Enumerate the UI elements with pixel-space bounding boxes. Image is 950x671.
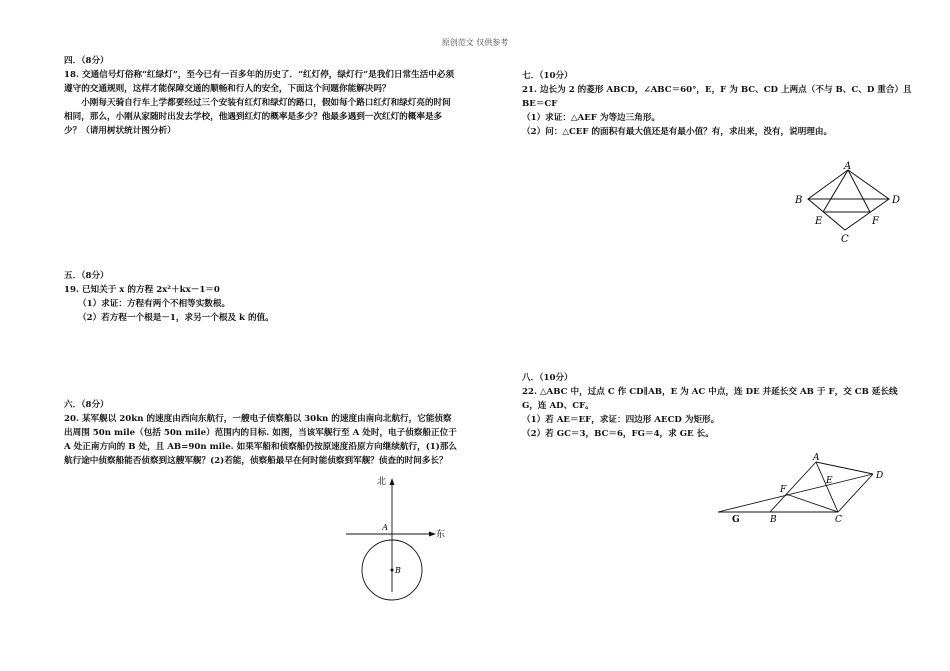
question-21-part-1: （1）求证：△AEF 为等边三角形。	[522, 113, 661, 123]
figure-21	[790, 158, 910, 246]
question-22-part-2: （2）若 GC＝3，BC＝6，FG＝4，求 GE 长。	[522, 429, 714, 439]
question-21-part-2: （2）问：△CEF 的面积有最大值还是有最小值？有，求出来，没有，说明理由。	[522, 127, 833, 137]
section-8-title: 八．（10分）	[522, 373, 573, 383]
question-19-part-2: （2）若方程一个根是－1，求另一个根及 k 的值。	[78, 313, 274, 323]
question-19-stem: 19. 已知关于 x 的方程 2x²＋kx－1＝0	[64, 285, 220, 295]
label-b: B	[795, 195, 803, 206]
question-19-part-1: （1）求证：方程有两个不相等实数根。	[78, 299, 231, 309]
figure-20	[340, 472, 450, 602]
segment-ae	[823, 170, 848, 212]
segment-ab	[770, 462, 816, 512]
label-c: C	[835, 515, 842, 525]
section-5-title: 五．（8分）	[64, 271, 109, 281]
figure-22	[708, 446, 918, 531]
label-b: B	[770, 515, 777, 525]
label-f: F	[872, 216, 879, 227]
label-e: E	[815, 216, 823, 227]
label-c: C	[841, 234, 849, 245]
label-b: B	[395, 566, 401, 575]
label-a: A	[382, 523, 388, 532]
label-f: F	[780, 485, 787, 495]
left-column-section-6	[64, 398, 458, 468]
question-18-body: 小刚每天骑自行车上学都要经过三个安装有红灯和绿灯的路口，假如每个路口红灯和绿灯亮的时间相同，那么，小刚从家随时出发去学校，他遇到红灯的概率是多少？他最多遇到一次红灯的概率是多少？（请用树状统计图分析）	[64, 98, 451, 136]
north-arrow-icon	[390, 478, 395, 485]
point-b-dot	[391, 569, 394, 572]
label-e: E	[826, 476, 833, 486]
right-column-section-8	[522, 371, 914, 441]
line-gd	[718, 474, 873, 512]
left-column	[64, 54, 458, 138]
left-column-section-5	[64, 269, 458, 325]
segment-af	[848, 170, 870, 212]
section-7-title: 七．（10分）	[522, 71, 573, 81]
section-6-title: 六．（8分）	[64, 400, 109, 410]
question-20-stem: 20. 某军舰以 20kn 的速度由西向东航行，一艘电子侦察船以 30kn 的速度由南向北航行，它能侦察出周围 50n mile（包括 50n mile）范围内的目标. 如图，当该军舰行至 A 处时，电子侦察船正位于 A 处正南方向的 B 处，且 AB=90n mile. 如果军船和侦察船仍按原速度沿原方向继续航行，(1)那么航行途中侦察船能否侦察到这艘军舰？(2)若能，侦察船最早在何时能侦察到军舰？侦查的时间多长？	[64, 414, 458, 466]
right-column-section-7	[522, 69, 914, 139]
label-d: D	[892, 195, 901, 206]
question-21-stem: 21. 边长为 2 的菱形 ABCD，∠ABC＝60°，E，F 为 BC、CD 上两点（不与 B、C、D 重合）且 BE＝CF	[522, 85, 912, 109]
question-18-stem: 18. 交通信号灯俗称“红绿灯”，至今已有一百多年的历史了．“红灯停，绿灯行”是我们日常生活中必须遵守的交通规则，这样才能保障交通的顺畅和行人的安全，下面这个问题你能解决吗？	[64, 70, 455, 94]
question-22-stem: 22. △ABC 中，过点 C 作 CD∥AB，E 为 AC 中点，连 DE 并延长交 AB 于 F，交 CB 延长线 G，连 AD、CF。	[522, 387, 898, 411]
segment-ad	[816, 462, 873, 474]
question-22-part-1: （1）若 AE＝EF，求证：四边形 AECD 为矩形。	[522, 415, 720, 425]
label-a: A	[813, 453, 820, 463]
label-north: 北	[376, 477, 386, 487]
label-east: 东	[436, 530, 446, 540]
segment-cf	[786, 494, 838, 512]
label-d: D	[876, 471, 884, 481]
section-4-title: 四．（8分）	[64, 56, 109, 66]
east-arrow-icon	[429, 532, 436, 537]
label-a: A	[844, 161, 852, 172]
page-header: 原创范文 仅供参考	[441, 38, 509, 47]
label-g: G	[732, 515, 740, 525]
segment-cd	[838, 474, 873, 512]
